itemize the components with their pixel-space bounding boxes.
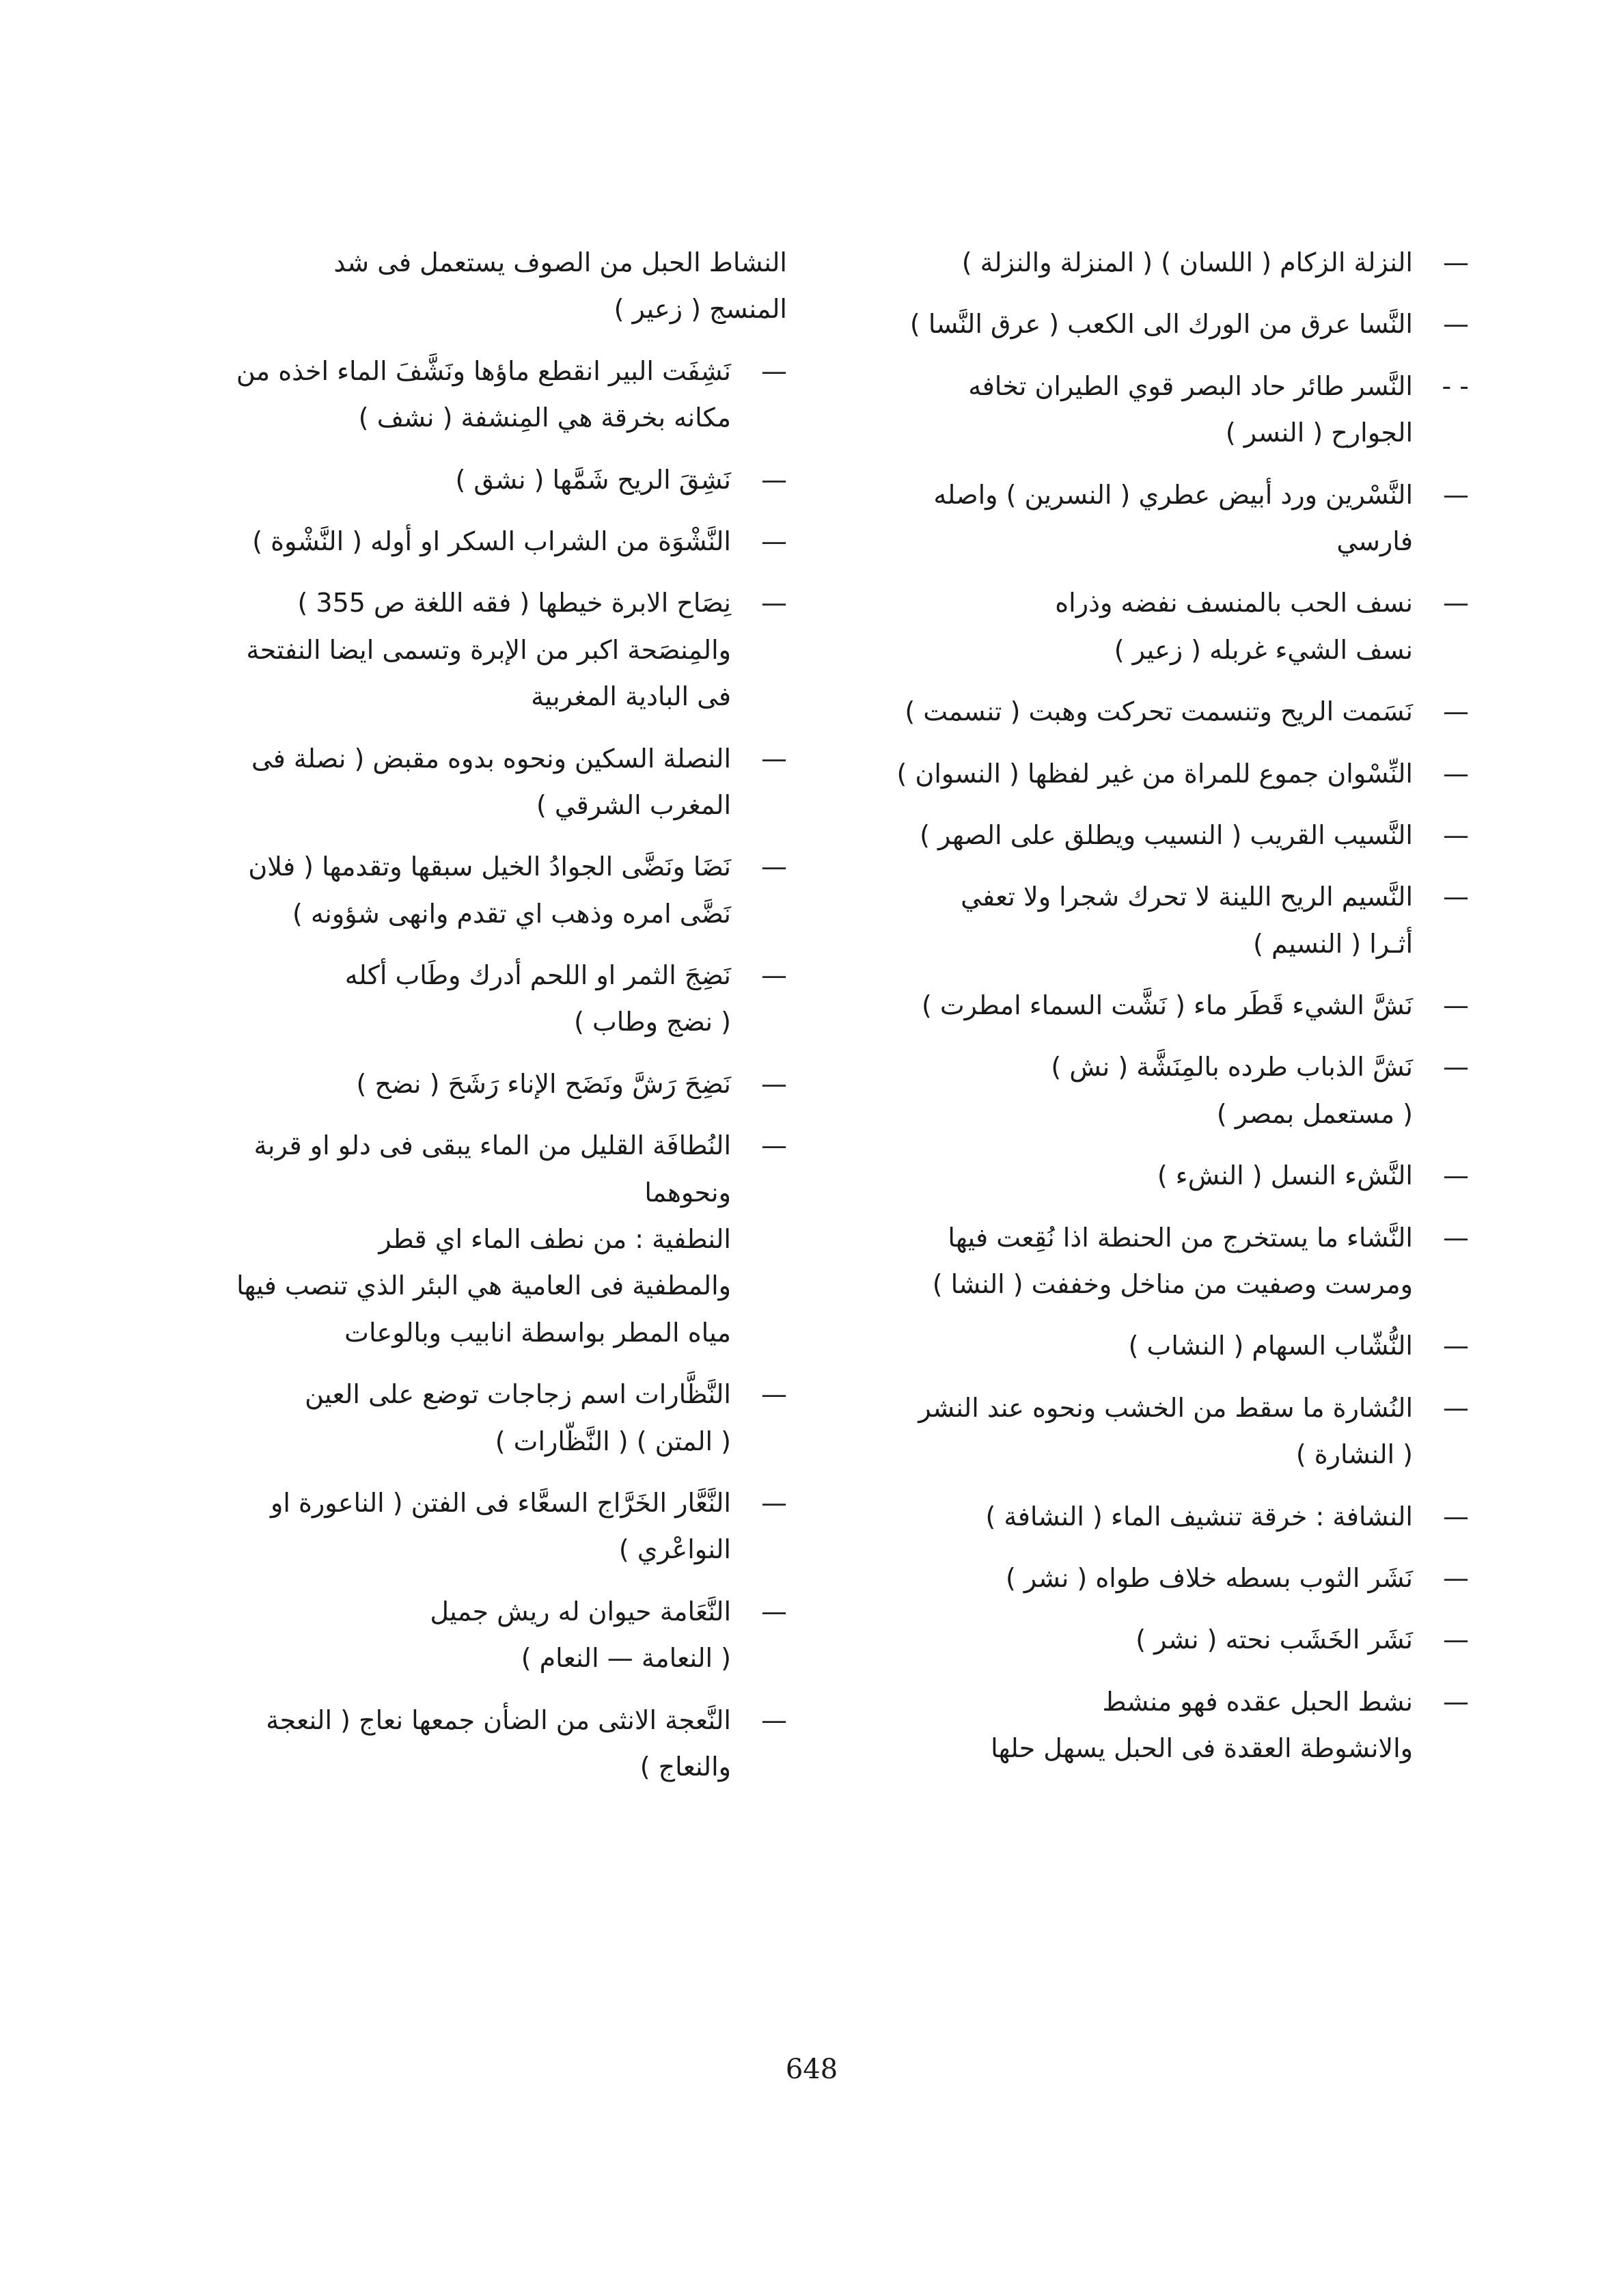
entry-line: نَشَّ الشيء قَطَر ماء ( نَشَّت السماء امطرت ) bbox=[921, 990, 1413, 1021]
entry-line: النشاط الحبل من الصوف يستعمل فى شد bbox=[333, 247, 787, 277]
entry-line: فى البادية المغربية bbox=[531, 681, 731, 712]
entry-line: النزلة الزكام ( اللسان ) ( المنزلة والنزلة ) bbox=[961, 247, 1413, 277]
entry-line: نَشِفَت البير انقطع ماؤها ونَشَّفَ الماء اخذه من bbox=[236, 355, 731, 386]
dictionary-entry bbox=[152, 348, 787, 441]
entry-line: النَّسيب القريب ( النسيب ويطلق على الصهر ) bbox=[920, 819, 1413, 850]
entry-dash: — bbox=[761, 1068, 787, 1099]
page-number: 648 bbox=[785, 2054, 838, 2085]
dictionary-entry bbox=[834, 239, 1469, 286]
entry-line: النَّسيم الريح اللينة لا تحرك شجرا ولا تعفي bbox=[961, 882, 1413, 912]
dictionary-entry bbox=[152, 952, 787, 1046]
dictionary-entry bbox=[152, 1588, 787, 1682]
entry-line: النُشارة ما سقط من الخشب ونحوه عند النشر bbox=[918, 1392, 1413, 1423]
dictionary-entry bbox=[834, 1493, 1469, 1540]
right-column bbox=[834, 239, 1469, 1787]
dictionary-entry bbox=[834, 1214, 1469, 1308]
entry-line: نَشَّ الذباب طرده بالمِنَشَّة ( نش ) bbox=[1051, 1052, 1413, 1083]
entry-dash: — bbox=[761, 1487, 787, 1518]
entry-dash: — bbox=[1443, 1052, 1469, 1083]
entry-line: أثـرا ( النسيم ) bbox=[1253, 928, 1413, 959]
entry-dash: - - bbox=[1442, 370, 1469, 401]
dictionary-entry bbox=[834, 1385, 1469, 1478]
entry-line: النَّسر طائر حاد البصر قوي الطيران تخافه bbox=[968, 370, 1413, 401]
entry-line: النُّشّاب السهام ( النشاب ) bbox=[1128, 1331, 1413, 1361]
left-column bbox=[152, 239, 787, 1805]
entry-line: النَّعَّار الخَرَّاج السعَّاء فى الفتن ( الناعورة او bbox=[270, 1487, 731, 1518]
entry-dash: — bbox=[1443, 479, 1469, 510]
entry-dash: — bbox=[1443, 1624, 1469, 1655]
entry-line: فارسي bbox=[1336, 526, 1413, 556]
dictionary-entry bbox=[834, 363, 1469, 457]
entry-dash: — bbox=[1443, 990, 1469, 1021]
dictionary-entry bbox=[834, 1678, 1469, 1772]
entry-line: ( المتن ) ( النَّظّارات ) bbox=[495, 1426, 731, 1456]
entry-line: نَسَمت الريح وتنسمت تحركت وهبت ( تنسمت ) bbox=[905, 696, 1413, 727]
entry-line: مكانه بخرقة هي المِنشفة ( نشف ) bbox=[358, 403, 731, 433]
entry-line: ( نضج وطاب ) bbox=[574, 1007, 731, 1037]
entry-dash: — bbox=[1443, 1392, 1469, 1423]
dictionary-entry bbox=[834, 472, 1469, 565]
dictionary-entry bbox=[152, 457, 787, 503]
dictionary-entry bbox=[834, 688, 1469, 735]
entry-dash: — bbox=[1443, 247, 1469, 277]
entry-dash: — bbox=[1443, 588, 1469, 618]
dictionary-entry bbox=[834, 1152, 1469, 1199]
dictionary-entry bbox=[834, 812, 1469, 858]
entry-dash: — bbox=[761, 1379, 787, 1410]
entry-dash: — bbox=[761, 1596, 787, 1627]
dictionary-entry bbox=[834, 1555, 1469, 1601]
entry-dash: — bbox=[761, 1704, 787, 1735]
entry-line: مياه المطر بواسطة انابيب وبالوعات bbox=[344, 1317, 731, 1348]
entry-dash: — bbox=[761, 588, 787, 618]
entry-line: ( النشارة ) bbox=[1295, 1439, 1413, 1470]
entry-line: المغرب الشرقي ) bbox=[536, 789, 731, 820]
entry-line: نسف الشيء غربله ( زعير ) bbox=[1114, 634, 1413, 665]
entry-dash: — bbox=[1443, 1501, 1469, 1532]
dictionary-entry bbox=[834, 580, 1469, 673]
entry-dash: — bbox=[1443, 758, 1469, 789]
entry-dash: — bbox=[761, 852, 787, 882]
entry-line: نَشَر الثوب بسطه خلاف طواه ( نشر ) bbox=[1005, 1562, 1413, 1593]
entry-line: نَضِجَ الثمر او اللحم أدرك وطَاب أكله bbox=[344, 960, 731, 991]
dictionary-entry bbox=[152, 1480, 787, 1573]
entry-line: النَّعجة الانثى من الضأن جمعها نعاج ( النعجة bbox=[266, 1704, 731, 1735]
dictionary-entry bbox=[834, 1044, 1469, 1137]
dictionary-entry bbox=[834, 982, 1469, 1029]
entry-line: النَّسا عرق من الورك الى الكعب ( عرق النَّسا ) bbox=[909, 309, 1413, 340]
dictionary-entry bbox=[152, 1061, 787, 1107]
entry-line: النواعْري ) bbox=[618, 1534, 731, 1565]
entry-dash: — bbox=[1443, 819, 1469, 850]
entry-line: نِصَاح الابرة خيطها ( فقه اللغة ص 355 ) bbox=[297, 588, 731, 618]
entry-dash: — bbox=[1443, 696, 1469, 727]
entry-dash: — bbox=[1443, 1160, 1469, 1191]
entry-line: النَّعَامة حيوان له ريش جميل bbox=[430, 1596, 731, 1627]
entry-line: نشط الحبل عقده فهو منشط bbox=[1102, 1686, 1413, 1717]
entry-dash: — bbox=[761, 960, 787, 991]
entry-line: الجوارح ( النسر ) bbox=[1225, 418, 1413, 448]
entry-dash: — bbox=[761, 464, 787, 495]
entry-dash: — bbox=[1443, 1331, 1469, 1361]
dictionary-entry bbox=[834, 301, 1469, 347]
entry-dash: — bbox=[1443, 1222, 1469, 1253]
dictionary-entry bbox=[834, 750, 1469, 797]
dictionary-entry bbox=[152, 518, 787, 565]
entry-line: نَشَر الخَشَب نحته ( نشر ) bbox=[1136, 1624, 1413, 1655]
entry-dash: — bbox=[761, 743, 787, 774]
dictionary-entry bbox=[152, 843, 787, 937]
dictionary-entry bbox=[152, 239, 787, 333]
entry-line: النَّشاء ما يستخرج من الحنطة اذا نُقِعت فيها bbox=[948, 1222, 1413, 1253]
dictionary-entry bbox=[152, 1371, 787, 1465]
entry-line: النَّشْوَة من الشراب السكر او أوله ( النَّشْوة ) bbox=[252, 526, 731, 556]
entry-line: النَّشء النسل ( النشء ) bbox=[1157, 1160, 1413, 1191]
entry-dash: — bbox=[761, 1130, 787, 1161]
entry-dash: — bbox=[1443, 309, 1469, 340]
entry-line: النُطافَة القليل من الماء يبقى فى دلو او قربة bbox=[253, 1130, 731, 1161]
dictionary-entry bbox=[834, 1322, 1469, 1369]
entry-line: والمِنصَحة اكبر من الإبرة وتسمى ايضا النفتحة bbox=[246, 634, 731, 665]
entry-line: والانشوطة العقدة فى الحبل يسهل حلها bbox=[991, 1733, 1413, 1764]
dictionary-entry bbox=[152, 1697, 787, 1791]
entry-line: والنعاج ) bbox=[639, 1751, 731, 1782]
entry-line: نَضَا ونَضَّى الجوادُ الخيل سبقها وتقدمها ( فلان bbox=[248, 852, 731, 882]
entry-dash: — bbox=[761, 526, 787, 556]
entry-line: النِّسْوان جموع للمراة من غير لفظها ( النسوان ) bbox=[896, 758, 1413, 789]
entry-line: ونحوهما bbox=[644, 1177, 731, 1208]
dictionary-entry bbox=[152, 735, 787, 829]
entry-line: ومرست وصفيت من مناخل وخففت ( النشا ) bbox=[932, 1269, 1413, 1300]
dictionary-entry bbox=[834, 873, 1469, 967]
entry-line: والمطفية فى العامية هي البئر الذي تنصب فيها bbox=[236, 1270, 731, 1301]
entry-line: ( النعامة — النعام ) bbox=[521, 1643, 731, 1674]
dictionary-entry bbox=[834, 1616, 1469, 1663]
entry-dash: — bbox=[761, 355, 787, 386]
entry-line: النَّظَّارات اسم زجاجات توضع على العين bbox=[305, 1379, 731, 1410]
entry-line: النَّسْرين ورد أبيض عطري ( النسرين ) واصله bbox=[933, 479, 1413, 510]
entry-dash: — bbox=[1443, 1562, 1469, 1593]
entry-line: النصلة السكين ونحوه بدوه مقبض ( نصلة فى bbox=[251, 743, 731, 774]
entry-line: نَضَّى امره وذهب اي تقدم وانهى شؤونه ) bbox=[292, 898, 731, 929]
entry-dash: — bbox=[1443, 1686, 1469, 1717]
entry-line: نسف الحب بالمنسف نفضه وذراه bbox=[1055, 588, 1413, 618]
entry-line: النطفية : من نطف الماء اي قطر bbox=[379, 1224, 731, 1255]
entry-line: المنسج ( زعير ) bbox=[614, 294, 787, 325]
entry-line: النشافة : خرقة تنشيف الماء ( النشافة ) bbox=[985, 1501, 1413, 1532]
entry-line: ( مستعمل بمصر ) bbox=[1216, 1098, 1413, 1129]
entry-dash: — bbox=[1443, 882, 1469, 912]
dictionary-entry bbox=[152, 1122, 787, 1356]
dictionary-entry bbox=[152, 580, 787, 720]
entry-line: نَشِقَ الريح شَمَّها ( نشق ) bbox=[455, 464, 731, 495]
entry-line: نَضِحَ رَشَّ ونَضَح الإناء رَشَحَ ( نضح ) bbox=[356, 1068, 731, 1099]
